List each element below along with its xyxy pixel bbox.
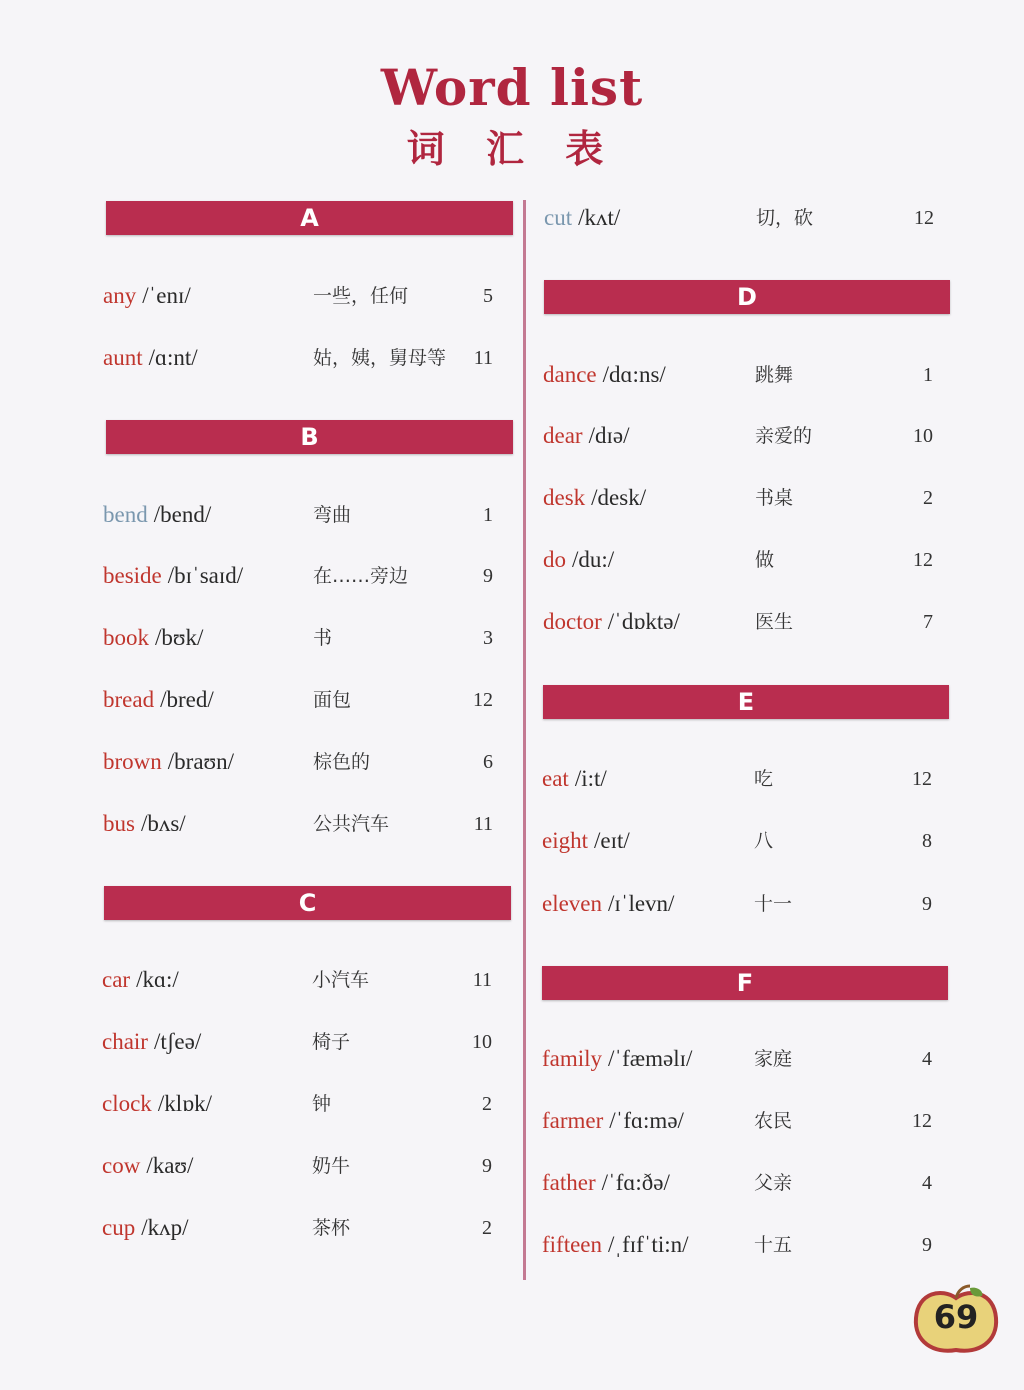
list-item	[543, 542, 943, 578]
entry-meaning: 切，砍	[756, 207, 814, 229]
entry-word: cut	[544, 205, 573, 230]
entry-word: eat	[542, 766, 569, 791]
entry-word: cow	[102, 1153, 141, 1178]
section-header-f: F	[542, 966, 948, 1000]
entry-word: chair	[102, 1029, 148, 1054]
entry-meaning: 亲爱的	[755, 425, 813, 447]
entry-word: aunt	[103, 345, 143, 370]
entry-ipa: /bʌs/	[140, 811, 186, 836]
entry-ipa: /ˌfɪfˈti:n/	[608, 1232, 689, 1257]
list-item	[542, 1103, 942, 1139]
list-item	[103, 340, 503, 376]
entry-ipa: /ˈfæməlɪ/	[608, 1046, 693, 1071]
entry-unit: 11	[473, 813, 493, 835]
entry-meaning: 做	[755, 549, 775, 571]
entry-unit: 5	[483, 285, 493, 307]
entry-word: any	[103, 283, 137, 308]
entry-meaning: 书	[313, 627, 333, 649]
entry-unit: 3	[483, 627, 493, 649]
entry-word: eleven	[542, 891, 603, 916]
entry-ipa: /bɪˈsaɪd/	[167, 563, 244, 588]
entry-ipa: /dɑ:ns/	[602, 362, 666, 387]
entry-ipa: /dɪə/	[588, 423, 630, 448]
list-item	[543, 604, 943, 640]
list-item	[102, 962, 502, 998]
list-item	[542, 823, 942, 859]
entry-ipa: /braʊn/	[167, 749, 235, 774]
entry-meaning: 八	[754, 830, 774, 852]
list-item	[103, 620, 503, 656]
entry-word: eight	[542, 828, 588, 853]
section-header-c: C	[104, 886, 511, 920]
entry-ipa: /ɪˈlevn/	[608, 891, 675, 916]
list-item	[103, 497, 503, 533]
entry-meaning: 在……旁边	[313, 565, 409, 587]
list-item	[102, 1024, 502, 1060]
entry-unit: 1	[923, 364, 933, 386]
list-item	[542, 1041, 942, 1077]
entry-ipa: /ˈfɑ:mə/	[609, 1108, 684, 1133]
entry-ipa: /ˈenɪ/	[142, 283, 191, 308]
entry-ipa: /i:t/	[574, 766, 607, 791]
entry-meaning: 面包	[313, 689, 352, 711]
entry-unit: 10	[913, 425, 933, 447]
entry-unit: 12	[912, 768, 932, 790]
entry-word: bus	[103, 811, 135, 836]
entry-unit: 11	[472, 969, 492, 991]
list-item	[103, 682, 503, 718]
entry-meaning: 棕色的	[313, 751, 371, 773]
list-item	[102, 1210, 502, 1246]
entry-ipa: /kaʊ/	[146, 1153, 194, 1178]
list-item	[542, 886, 942, 922]
list-item	[103, 744, 503, 780]
entry-word: bread	[103, 687, 155, 712]
entry-word: brown	[103, 749, 162, 774]
entry-ipa: /ˈfɑ:ðə/	[601, 1170, 670, 1195]
section-header-b: B	[106, 420, 513, 454]
entry-meaning: 跳舞	[755, 364, 794, 386]
entry-word: clock	[102, 1091, 152, 1116]
page-number: 69	[933, 1298, 979, 1336]
entry-word: cup	[102, 1215, 136, 1240]
page-subtitle: 词 汇 表	[406, 127, 618, 171]
entry-unit: 11	[473, 347, 493, 369]
entry-ipa: /bend/	[153, 502, 212, 527]
entry-word: family	[542, 1046, 603, 1071]
entry-unit: 7	[923, 611, 933, 633]
entry-ipa: /ɑ:nt/	[148, 345, 198, 370]
entry-unit: 9	[922, 893, 932, 915]
entry-meaning: 钟	[312, 1093, 332, 1115]
entry-meaning: 父亲	[754, 1172, 793, 1194]
entry-word: dear	[543, 423, 583, 448]
entry-unit: 10	[472, 1031, 492, 1053]
entry-meaning: 家庭	[754, 1048, 793, 1070]
entry-unit: 4	[922, 1172, 932, 1194]
entry-unit: 9	[483, 565, 493, 587]
entry-ipa: /bʊk/	[155, 625, 204, 650]
entry-unit: 12	[473, 689, 493, 711]
entry-unit: 9	[922, 1234, 932, 1256]
entry-word: desk	[543, 485, 586, 510]
entry-meaning: 小汽车	[312, 969, 370, 991]
entry-meaning: 一些，任何	[313, 285, 409, 307]
list-item	[542, 1227, 942, 1263]
entry-meaning: 茶杯	[312, 1217, 351, 1239]
entry-meaning: 书桌	[755, 487, 794, 509]
entry-word: doctor	[543, 609, 602, 634]
list-item	[542, 761, 942, 797]
entry-meaning: 姑，姨，舅母等	[313, 347, 447, 369]
entry-meaning: 椅子	[312, 1031, 351, 1053]
list-item	[103, 558, 503, 594]
list-item	[544, 200, 944, 236]
entry-ipa: /kɑ:/	[136, 967, 179, 992]
entry-word: do	[543, 547, 566, 572]
entry-ipa: /tʃeə/	[153, 1029, 202, 1054]
entry-word: fifteen	[542, 1232, 603, 1257]
entry-word: dance	[543, 362, 597, 387]
list-item	[103, 278, 503, 314]
page-number-badge	[912, 1284, 1000, 1356]
list-item	[543, 357, 943, 393]
entry-meaning: 弯曲	[313, 504, 352, 526]
entry-meaning: 吃	[754, 768, 774, 790]
section-header-e: E	[543, 685, 949, 719]
list-item	[543, 418, 943, 454]
entry-unit: 2	[482, 1217, 492, 1239]
entry-unit: 2	[923, 487, 933, 509]
list-item	[542, 1165, 942, 1201]
entry-ipa: /ˈdɒktə/	[607, 609, 680, 634]
list-item	[543, 480, 943, 516]
entry-unit: 2	[482, 1093, 492, 1115]
list-item	[103, 806, 503, 842]
column-divider	[523, 200, 526, 1280]
section-header-d: D	[544, 280, 950, 314]
entry-ipa: /eɪt/	[594, 828, 630, 853]
entry-unit: 12	[912, 1110, 932, 1132]
entry-meaning: 农民	[754, 1110, 793, 1132]
entry-ipa: /desk/	[591, 485, 647, 510]
entry-ipa: /bred/	[160, 687, 214, 712]
entry-meaning: 十一	[754, 893, 793, 915]
entry-ipa: /kʌt/	[578, 205, 621, 230]
entry-meaning: 医生	[755, 611, 794, 633]
entry-unit: 12	[914, 207, 934, 229]
entry-meaning: 十五	[754, 1234, 793, 1256]
entry-unit: 9	[482, 1155, 492, 1177]
section-header-a: A	[106, 201, 513, 235]
entry-word: bend	[103, 502, 148, 527]
list-item	[102, 1148, 502, 1184]
entry-word: beside	[103, 563, 162, 588]
entry-meaning: 公共汽车	[313, 813, 390, 835]
entry-ipa: /klɒk/	[157, 1091, 213, 1116]
entry-ipa: /kʌp/	[141, 1215, 189, 1240]
page-title: Word list	[380, 58, 644, 117]
list-item	[102, 1086, 502, 1122]
entry-unit: 8	[922, 830, 932, 852]
entry-word: book	[103, 625, 149, 650]
entry-unit: 12	[913, 549, 933, 571]
entry-word: car	[102, 967, 131, 992]
entry-unit: 1	[483, 504, 493, 526]
entry-ipa: /du:/	[572, 547, 615, 572]
entry-word: father	[542, 1170, 596, 1195]
entry-word: farmer	[542, 1108, 604, 1133]
entry-meaning: 奶牛	[312, 1155, 351, 1177]
entry-unit: 4	[922, 1048, 932, 1070]
entry-unit: 6	[483, 751, 493, 773]
